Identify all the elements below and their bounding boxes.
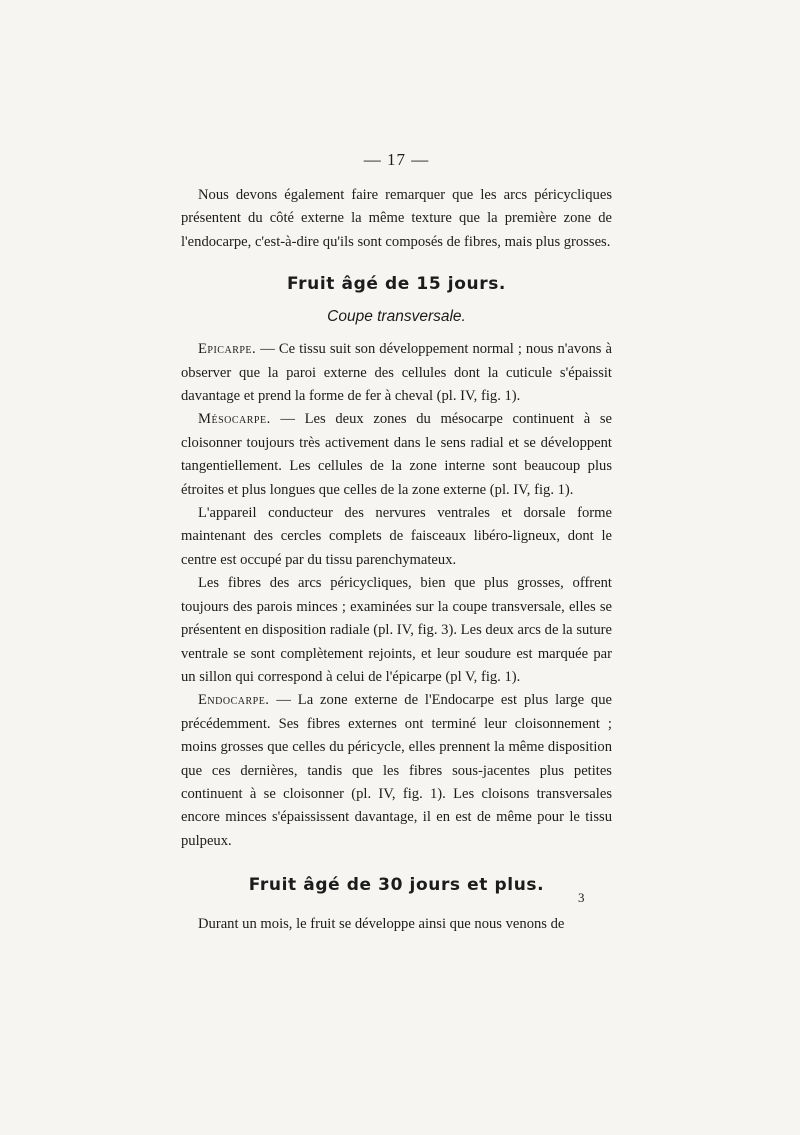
page-number: — 17 — <box>363 150 430 169</box>
epicarpe-text: — Ce tissu suit son développement normal ; nous n'avons à observer que la paroi externe des cellules dont la cuticule s'épaissit davantage et prend la forme de fer à cheval (pl. IV, fig. 1). <box>181 341 612 405</box>
mesocarpe-label: Mésocarpe. <box>198 411 271 428</box>
intro-paragraph: Nous devons également faire remarquer que les arcs péricycliques présentent du côté externe la même texture que la première zone de l'endocarpe, c'est-à-dire qu'ils sont composés de fibres, mais plus grosses. <box>181 187 612 250</box>
section-title-15-days: Fruit âgé de 15 jours. <box>287 274 506 295</box>
mesocarpe-paragraph <box>181 408 612 502</box>
section-title-30-days: Fruit âgé de 30 jours et plus. <box>248 875 545 896</box>
fibres-paragraph: Les fibres des arcs péricycliques, bien que plus grosses, offrent toujours des parois minces ; examinées sur la coupe transversale, elles se présentent en disposition radiale (pl. IV, fig. 3). Les deux arcs de la suture ventrale se sont complètement rejoints, et leur soudure est marquée par un sillon qui correspond à celui de l'épicarpe (pl V, fig. 1). <box>181 575 612 685</box>
endocarpe-text: — La zone externe de l'Endocarpe est plus large que précédemment. Ses fibres externes ont terminé leur cloisonnement ; moins grosses que celles du péricycle, elles prennent la même disposition que ces dernières, tandis que les fibres sous-jacentes plus petites continuent à se cloisonner (pl. IV, fig. 1). Les cloisons transversales encore minces s'épaississent davantage, il en est de même pour le tissu pulpeux. <box>181 692 612 849</box>
endocarpe-label: Endocarpe. <box>198 692 270 709</box>
epicarpe-label: Epicarpe. <box>198 341 257 358</box>
appareil-paragraph: L'appareil conducteur des nervures ventrales et dorsale forme maintenant des cercles complets de faisceaux libéro-ligneux, dont le centre est occupé par du tissu parenchymateux. <box>181 505 612 568</box>
durant-paragraph: Durant un mois, le fruit se développe ainsi que nous venons de <box>198 916 565 933</box>
endocarpe-paragraph <box>181 689 612 853</box>
epicarpe-paragraph <box>181 338 612 408</box>
signature-mark: 3 <box>578 890 585 905</box>
mesocarpe-text: — Les deux zones du mésocarpe continuent à se cloisonner toujours très activement dans le sens radial et se développent tangentiellement. Les cellules de la zone interne sont beaucoup plus étroites et plus longues que celles de la zone externe (pl. IV, fig. 1). <box>181 411 612 498</box>
section-subtitle-coupe: Coupe transversale. <box>327 308 466 326</box>
page-content <box>181 150 612 937</box>
